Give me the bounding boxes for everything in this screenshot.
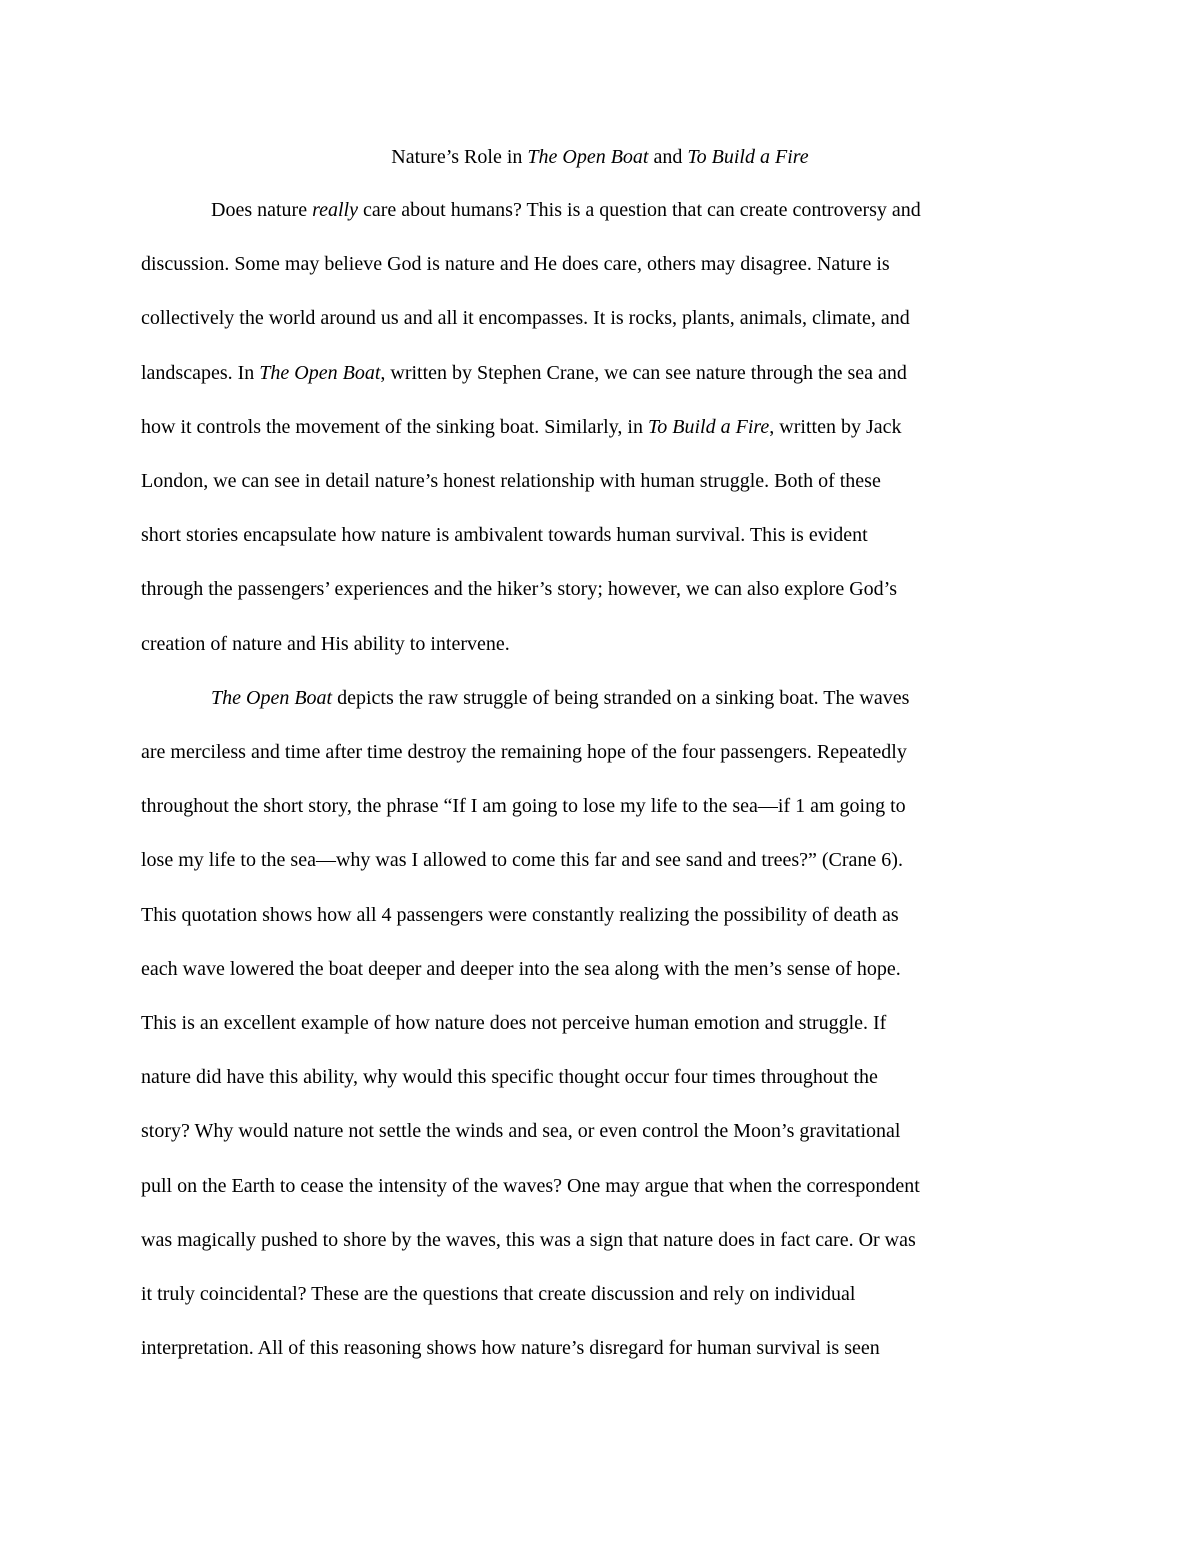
body-line (211, 193, 921, 227)
title-middle: and (648, 146, 688, 168)
text-run: through the passengers’ experiences and the hiker’s story; however, we can also explore God’s (141, 578, 897, 601)
body-line (141, 410, 901, 444)
text-run: story? Why would nature not settle the winds and sea, or even control the Moon’s gravitational (141, 1120, 901, 1143)
text-run: lose my life to the sea—why was I allowed to come this far and see sand and trees?” (Crane 6). (141, 849, 903, 872)
body-line (141, 627, 510, 661)
italic-title: really (312, 199, 358, 221)
body-line (141, 898, 899, 932)
text-run: This quotation shows how all 4 passengers were constantly realizing the possibility of death as (141, 903, 899, 926)
body-line (141, 1331, 880, 1365)
text-run: throughout the short story, the phrase “If I am going to lose my life to the sea—if 1 am going to (141, 795, 906, 818)
body-line (141, 572, 897, 606)
title-work-build-fire: To Build a Fire (687, 146, 809, 168)
text-run: This is an excellent example of how nature does not perceive human emotion and struggle. If (141, 1012, 887, 1034)
body-line (141, 1060, 878, 1094)
text-run: collectively the world around us and all it encompasses. It is rocks, plants, animals, climate, and (141, 307, 910, 330)
text-run: landscapes. In (141, 361, 260, 384)
title-prefix: Nature’s Role in (391, 146, 528, 168)
body-line (141, 1223, 916, 1257)
text-run: depicts the raw struggle of being stranded on a sinking boat. The waves (332, 686, 910, 709)
title-work-open-boat: The Open Boat (527, 146, 649, 168)
text-run: London, we can see in detail nature’s honest relationship with human struggle. Both of these (141, 470, 881, 492)
text-run: discussion. Some may believe God is nature and He does care, others may disagree. Nature is (141, 253, 890, 276)
body-line (141, 301, 910, 335)
text-run: , written by Jack (769, 415, 902, 438)
body-line (141, 1277, 855, 1311)
italic-title: To Build a Fire (647, 415, 770, 438)
body-line (141, 735, 907, 769)
text-run: short stories encapsulate how nature is ambivalent towards human survival. This is evident (141, 524, 868, 547)
text-run: how it controls the movement of the sinking boat. Similarly, in (141, 415, 648, 438)
text-run: creation of nature and His ability to intervene. (141, 632, 510, 655)
body-line (141, 1114, 900, 1148)
text-run: it truly coincidental? These are the questions that create discussion and rely on individual (141, 1283, 856, 1305)
body-line (141, 1169, 920, 1203)
body-line (141, 952, 901, 986)
body-line (141, 247, 890, 281)
body-line (141, 356, 907, 390)
text-run: pull on the Earth to cease the intensity of the waves? One may argue that when the correspondent (141, 1174, 920, 1197)
text-run: Does nature (211, 199, 313, 221)
text-run: was magically pushed to shore by the waves, this was a sign that nature does in fact care. Or was (141, 1228, 916, 1251)
body-line (141, 518, 868, 552)
text-run: each wave lowered the boat deeper and deeper into the sea along with the men’s sense of hope. (141, 957, 901, 980)
text-run: interpretation. All of this reasoning shows how nature’s disregard for human survival is seen (141, 1337, 880, 1360)
text-run: care about humans? This is a question that can create controversy and (358, 199, 921, 221)
italic-title: The Open Boat (259, 361, 381, 384)
body-line (141, 1006, 886, 1040)
text-run: are merciless and time after time destroy the remaining hope of the four passengers. Repeatedly (141, 741, 907, 763)
body-line (141, 464, 881, 498)
text-run: , written by Stephen Crane, we can see nature through the sea and (380, 361, 907, 384)
italic-title: The Open Boat (211, 686, 333, 709)
body-line (211, 681, 909, 715)
text-run: nature did have this ability, why would this specific thought occur four times throughout the (141, 1066, 878, 1089)
body-line (141, 789, 906, 823)
body-line (141, 843, 903, 877)
